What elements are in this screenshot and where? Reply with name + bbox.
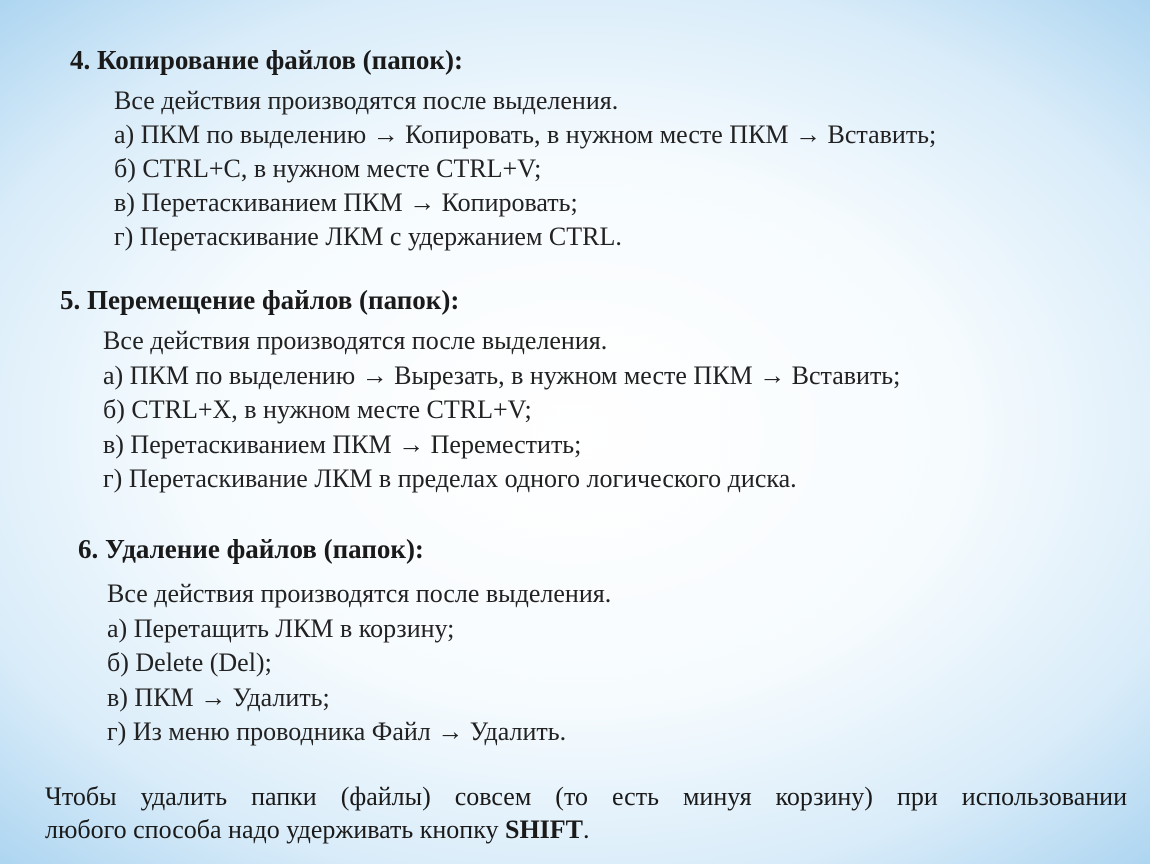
shift-note bbox=[45, 780, 1127, 846]
section-body-delete bbox=[107, 577, 611, 750]
note-line: Чтобы удалить папки (файлы) совсем (то есть минуя корзину) при использовании bbox=[45, 782, 1127, 811]
note-line bbox=[45, 813, 1127, 846]
section-body-copy bbox=[114, 84, 936, 254]
body-line: б) CTRL+C, в нужном месте CTRL+V; bbox=[114, 154, 542, 183]
shift-key-label: SHIFT bbox=[505, 815, 584, 844]
section-heading-copy: 4. Копирование файлов (папок): bbox=[70, 45, 463, 75]
body-line: а) ПКМ по выделению → Копировать, в нужном месте ПКМ → Вставить; bbox=[114, 120, 937, 149]
body-line: г) Перетаскивание ЛКМ в пределах одного логического диска. bbox=[103, 464, 797, 493]
section-heading-delete: 6. Удаление файлов (папок): bbox=[78, 534, 424, 564]
body-line: Все действия производятся после выделения. bbox=[103, 326, 608, 355]
body-line: б) CTRL+X, в нужном месте CTRL+V; bbox=[103, 395, 532, 424]
body-line: а) ПКМ по выделению → Вырезать, в нужном месте ПКМ → Вставить; bbox=[103, 360, 901, 390]
body-line: в) Перетаскиванием ПКМ → Копировать; bbox=[114, 188, 578, 217]
body-line: Все действия производятся после выделения. bbox=[107, 579, 612, 608]
body-line: г) Перетаскивание ЛКМ с удержанием CTRL. bbox=[114, 222, 622, 251]
body-line: б) Delete (Del); bbox=[107, 648, 272, 677]
note-period: . bbox=[583, 815, 590, 844]
body-line: г) Из меню проводника Файл → Удалить. bbox=[107, 717, 567, 746]
body-line: в) ПКМ → Удалить; bbox=[107, 682, 330, 712]
body-line: в) Перетаскиванием ПКМ → Переместить; bbox=[103, 429, 582, 459]
body-line: а) Перетащить ЛКМ в корзину; bbox=[107, 613, 455, 643]
section-heading-move: 5. Перемещение файлов (папок): bbox=[60, 285, 460, 315]
body-line: Все действия производятся после выделения. bbox=[114, 86, 619, 115]
note-text: любого способа надо удерживать кнопку bbox=[45, 815, 505, 844]
section-body-move bbox=[103, 324, 900, 497]
